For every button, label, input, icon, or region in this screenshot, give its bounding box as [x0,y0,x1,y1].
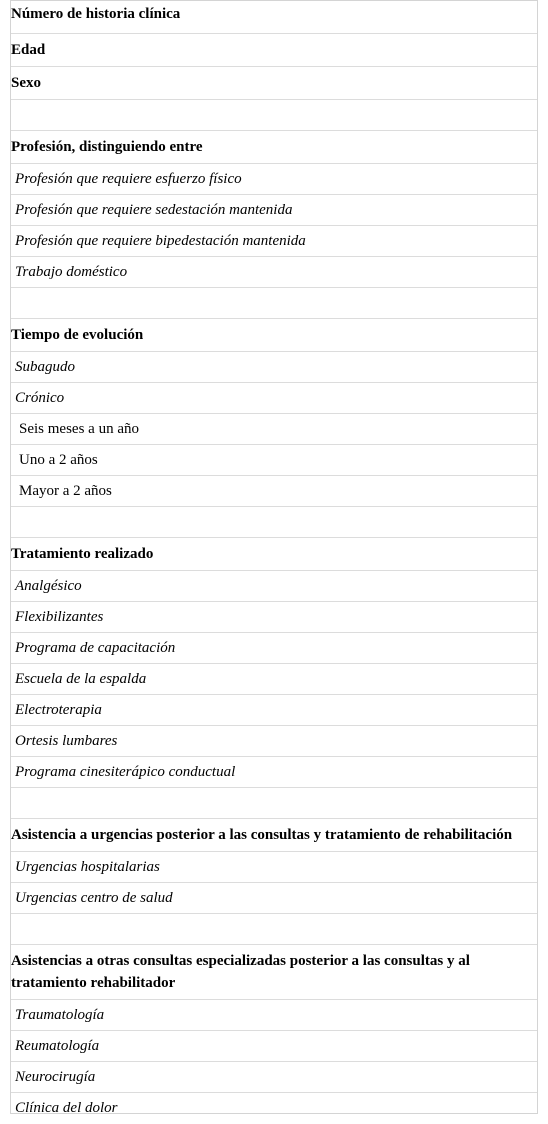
row-text: Clínica del dolor [15,1100,118,1114]
table-row [11,226,537,257]
row-text: Reumatología [15,1038,100,1054]
table-row [11,164,537,195]
row-text: Escuela de la espalda [15,671,147,687]
spacer-row [11,507,537,538]
row-text: Trabajo doméstico [15,264,128,280]
section-header-row [11,67,537,100]
row-text: Urgencias hospitalarias [15,859,160,875]
row-text: Neurocirugía [15,1069,96,1085]
table-row [11,1093,537,1114]
section-header-row [11,319,537,352]
row-text: Electroterapia [15,702,102,718]
row-text: Programa cinesiterápico conductual [15,764,236,780]
row-text: Tratamiento realizado [11,546,154,562]
table-row [11,445,537,476]
row-text: Tiempo de evolución [11,327,144,343]
row-text: Profesión que requiere esfuerzo físico [15,171,242,187]
row-text: Mayor a 2 años [19,483,112,499]
table-row [11,257,537,288]
row-text: Asistencia a urgencias posterior a las consultas y tratamiento de rehabilitación [11,827,513,843]
table-row [11,633,537,664]
table-row [11,883,537,914]
row-text: Ortesis lumbares [15,733,118,749]
table-row [11,602,537,633]
table-row [11,757,537,788]
section-header-row [11,538,537,571]
table-row [11,664,537,695]
row-text: Seis meses a un año [19,421,139,437]
section-header-row [11,131,537,164]
spacer-row [11,788,537,819]
table-row [11,414,537,445]
row-text: Programa de capacitación [15,640,176,656]
row-text: Uno a 2 años [19,452,98,468]
row-text: Sexo [11,75,41,91]
row-text: Crónico [15,390,65,406]
section-header-row [11,34,537,67]
table-row [11,195,537,226]
table-row [11,726,537,757]
section-header-row [11,945,537,1000]
row-text: Urgencias centro de salud [15,890,173,906]
row-text: Flexibilizantes [15,609,104,625]
row-text: Subagudo [15,359,75,375]
row-text: Profesión que requiere bipedestación mantenida [15,233,306,249]
row-text: Traumatología [15,1007,105,1023]
spacer-row [11,914,537,945]
row-text: Analgésico [15,578,82,594]
variables-table [10,0,538,1114]
table-row [11,1000,537,1031]
section-header-row [11,819,537,852]
row-text: Profesión que requiere sedestación mantenida [15,202,293,218]
table-row [11,852,537,883]
table-row [11,383,537,414]
row-text: Número de historia clínica [11,5,181,22]
table-row [11,352,537,383]
table-row [11,1031,537,1062]
row-text: Asistencias a otras consultas especializadas posterior a las consultas y al tratamiento rehabilitador [11,953,470,991]
row-text: Profesión, distinguiendo entre [11,139,203,155]
spacer-row [11,288,537,319]
spacer-row [11,100,537,131]
section-header-row [11,0,537,34]
row-text: Edad [11,42,46,58]
table-row [11,695,537,726]
table-row [11,571,537,602]
table-row [11,1062,537,1093]
table-row [11,476,537,507]
